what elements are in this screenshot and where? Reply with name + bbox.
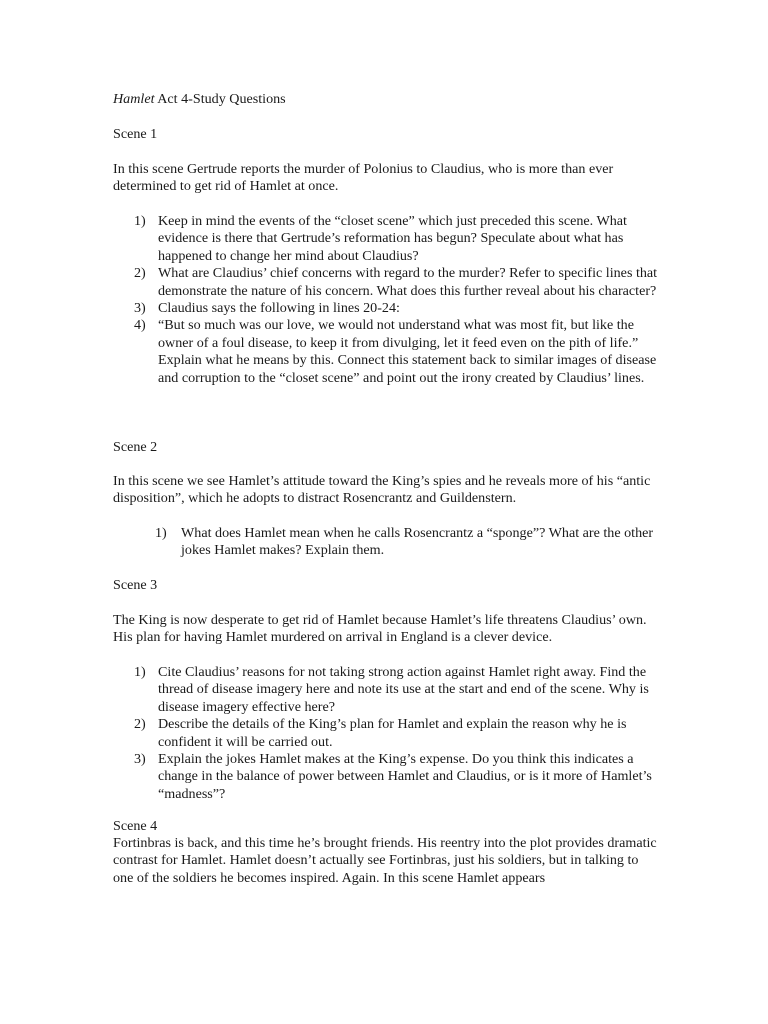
question-number: 4) [134,317,146,334]
question-text: Explain the jokes Hamlet makes at the King’s expense. Do you think this indicates a change in the balance of power between Hamlet and Claudius, or is it more of Hamlet’s “madness”? [158,751,652,802]
scene-4-intro: Fortinbras is back, and this time he’s brought friends. His reentry into the plot provides dramatic contrast for Hamlet. Hamlet doesn’t actually see Fortinbras, just his soldiers, but in talking to one of the soldiers he becomes inspired. Again. In this scene Hamlet appears [113,835,657,886]
scene-1-question-2 [134,265,658,300]
question-text: “But so much was our love, we would not understand what was most fit, but like the owner of a foul disease, to keep it from divulging, let it feed even on the pith of life.” Explain what he means by this. Connect this statement back to similar images of disease and corruption to the “closet scene” and point out the irony created by Claudius’ lines. [158,317,657,386]
scene-1-question-list [134,213,658,387]
scene-3-question-1 [134,664,658,716]
scene-3-question-list [134,664,658,803]
question-number: 1) [134,213,146,229]
scene-3-question-2 [134,716,658,751]
question-text: What are Claudius’ chief concerns with regard to the murder? Refer to specific lines that demonstrate the nature of his concern. What does this further reveal about his character? [158,265,658,299]
scene-2-question-1 [155,525,661,560]
scene-3-intro: The King is now desperate to get rid of Hamlet because Hamlet’s life threatens Claudius’ own. His plan for having Hamlet murdered on arrival in England is a clever device. [113,612,647,646]
scene-1-question-4 [134,317,658,387]
question-text: Describe the details of the King’s plan for Hamlet and explain the reason why he is confident it will be carried out. [158,716,627,750]
question-number: 3) [134,300,146,317]
document-title [113,91,658,108]
scene-2-heading: Scene 2 [113,439,158,455]
scene-1-heading: Scene 1 [113,126,158,142]
question-number: 1) [134,664,146,680]
scene-1-question-3 [134,300,658,317]
question-number: 2) [134,716,146,733]
scene-3-heading: Scene 3 [113,577,158,593]
question-text: Keep in mind the events of the “closet scene” which just preceded this scene. What evidence is there that Gertrude’s reformation has begun? Speculate about what has happened to change her mind about Claudius? [158,213,627,264]
question-text: Claudius says the following in lines 20-24: [158,300,400,317]
question-number: 2) [134,265,146,282]
question-text: Cite Claudius’ reasons for not taking strong action against Hamlet right away. Find the thread of disease imagery here and note its use at the start and end of the scene. Why is disease imagery effective here? [158,664,649,715]
scene-1-intro: In this scene Gertrude reports the murder of Polonius to Claudius, who is more than ever determined to get rid of Hamlet at once. [113,161,614,195]
scene-4-heading: Scene 4 [113,818,158,834]
scene-2-question-list [155,525,661,560]
scene-3-question-3 [134,751,658,803]
title-rest: Act 4-Study Questions [154,91,286,107]
question-text: What does Hamlet mean when he calls Rosencrantz a “sponge”? What are the other jokes Hamlet makes? Explain them. [181,525,654,559]
question-number: 1) [155,525,167,541]
title-play-name: Hamlet [113,91,155,107]
question-number: 3) [134,751,146,768]
scene-2-intro: In this scene we see Hamlet’s attitude toward the King’s spies and he reveals more of his “antic disposition”, which he adopts to distract Rosencrantz and Guildenstern. [113,473,651,507]
scene-1-question-1 [134,213,658,265]
